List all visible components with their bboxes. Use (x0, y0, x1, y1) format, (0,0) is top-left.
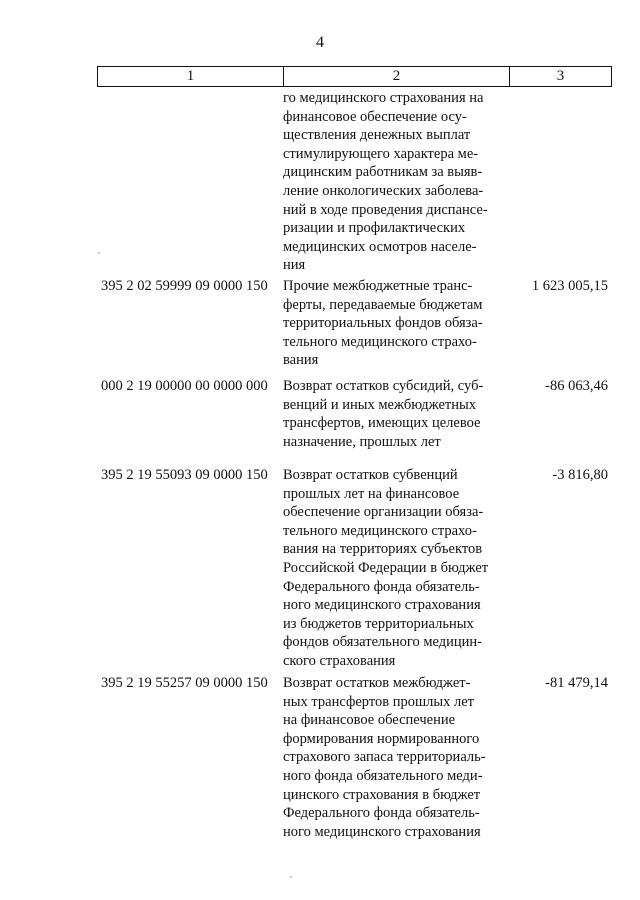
table-header (97, 66, 612, 87)
column-header-3: 3 (556, 68, 565, 84)
description-line: прошлых лет на финансовое (283, 485, 460, 502)
description-line: формирования нормированного (283, 730, 480, 747)
description-line: Возврат остатков субвенций (283, 467, 458, 483)
description-line: финансовое обеспечение осу- (283, 108, 467, 125)
scan-speck (98, 252, 100, 254)
description-line: Федерального фонда обязатель- (283, 578, 480, 595)
column-header-1: 1 (98, 67, 284, 86)
description-line: ных трансфертов прошлых лет (283, 693, 474, 710)
description-line: ществления денежных выплат (283, 127, 471, 144)
description-line: ного медицинского страхования (283, 597, 481, 614)
budget-code: 395 2 19 55257 09 0000 150 (101, 675, 268, 691)
description-line: фондов обязательного медицин- (283, 634, 482, 651)
budget-code: 395 2 19 55093 09 0000 150 (101, 467, 268, 483)
row-description (283, 466, 513, 671)
description-line: Российской Федерации в бюджет (283, 559, 489, 576)
description-line: тельного медицинского страхо- (283, 333, 477, 350)
description-line: Прочие межбюджетные транс- (283, 278, 473, 294)
description-line: цинского страхования в бюджет (283, 786, 481, 803)
description-line: тельного медицинского страхо- (283, 522, 477, 539)
amount-value: -81 479,14 (545, 675, 608, 691)
description-line: вания (283, 352, 319, 369)
page-number: 4 (316, 34, 324, 51)
description-line: медицинских осмотров населе- (283, 238, 477, 255)
description-line: ление онкологических заболева- (283, 182, 484, 199)
description-line: территориальных фондов обяза- (283, 315, 483, 332)
budget-code: 000 2 19 00000 00 0000 000 (101, 378, 268, 394)
description-line: Возврат остатков субсидий, суб- (283, 378, 484, 394)
description-line: страхового запаса территориаль- (283, 749, 486, 766)
description-line: трансфертов, имеющих целевое (283, 415, 481, 432)
description-line: ского страхования (283, 652, 396, 669)
description-line: из бюджетов территориальных (283, 615, 474, 632)
description-line: стимулирующего характера ме- (283, 145, 479, 162)
row-description (283, 89, 513, 275)
amount-value: -86 063,46 (545, 378, 608, 394)
row-description (283, 674, 513, 841)
scan-speck (290, 876, 292, 878)
column-header-2: 2 (284, 67, 510, 86)
description-line: на финансовое обеспечение (283, 712, 456, 729)
description-line: ризации и профилактических (283, 220, 466, 237)
description-line: ного медицинского страхования (283, 823, 481, 840)
description-line: дицинским работникам за выяв- (283, 164, 483, 181)
description-line: ний в ходе проведения диспансе- (283, 201, 488, 218)
description-line: го медицинского страхования на (283, 90, 484, 106)
description-line: ферты, передаваемые бюджетам (283, 296, 483, 313)
description-line: вания на территориях субъектов (283, 541, 483, 558)
amount-value: -3 816,80 (552, 467, 608, 483)
description-line: Возврат остатков межбюджет- (283, 675, 471, 691)
description-line: назначение, прошлых лет (283, 433, 441, 450)
description-line: венций и иных межбюджетных (283, 396, 477, 413)
row-description (283, 377, 513, 451)
row-description (283, 277, 513, 370)
budget-code: 395 2 02 59999 09 0000 150 (101, 278, 268, 294)
description-line: Федерального фонда обязатель- (283, 805, 480, 822)
description-line: обеспечение организации обяза- (283, 504, 484, 521)
description-line: ного фонда обязательного меди- (283, 767, 483, 784)
description-line: ния (283, 257, 306, 274)
amount-value: 1 623 005,15 (531, 278, 608, 294)
